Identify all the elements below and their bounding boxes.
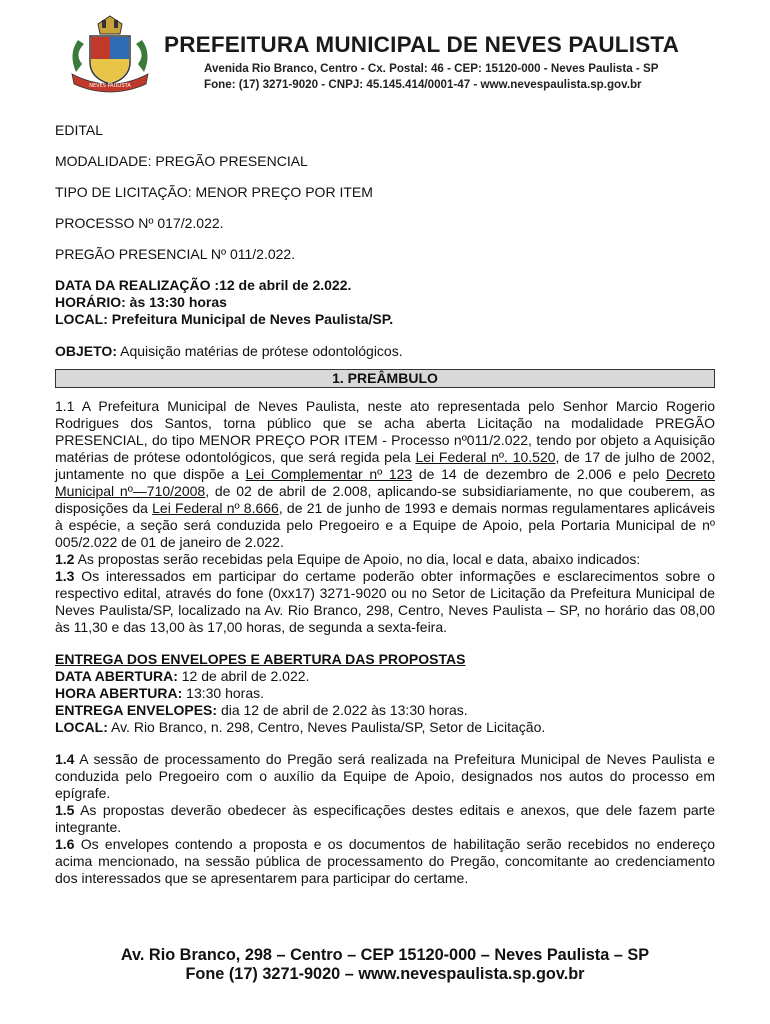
paragraph-1-3: 1.3 Os interessados em participar do certame poderão obter informações e esclarecimentos sobre o respectivo edital, através do fone (0xx17) 3271-9020 ou no Setor de Licitação da Prefeitura Municipal de Neves Paulista/SP, localizado na Av. Rio Branco, 298, Centro, Neves Paulista – SP, no horário das 08,00 às 11,30 e das 13,00 às 17,00 horas, de segunda a sexta-feira. bbox=[55, 568, 715, 635]
local: LOCAL: Prefeitura Municipal de Neves Paulista/SP. bbox=[55, 311, 394, 327]
entrega-heading: ENTREGA DOS ENVELOPES E ABERTURA DAS PROPOSTAS bbox=[55, 651, 466, 667]
data-realizacao: DATA DA REALIZAÇÃO :12 de abril de 2.022. bbox=[55, 277, 352, 293]
header-contact: Fone: (17) 3271-9020 - CNPJ: 45.145.414/0001-47 - www.nevespaulista.sp.gov.br bbox=[204, 78, 642, 91]
paragraph-1-2: 1.2 As propostas serão recebidas pela Equipe de Apoio, no dia, local e data, abaixo indicados: bbox=[55, 551, 641, 567]
paragraph-1-5: 1.5 As propostas deverão obedecer às especificações destes editais e anexos, que dele fazem parte integrante. bbox=[55, 802, 715, 835]
footer-address: Av. Rio Branco, 298 – Centro – CEP 15120-000 – Neves Paulista – SP bbox=[120, 946, 650, 964]
lei-123-link: Lei Complementar nº 123 bbox=[245, 466, 413, 482]
data-abertura: DATA ABERTURA: 12 de abril de 2.022. bbox=[55, 668, 310, 684]
processo-number: PROCESSO Nº 017/2.022. bbox=[55, 215, 224, 231]
entrega-envelopes: ENTREGA ENVELOPES: dia 12 de abril de 2.022 às 13:30 horas. bbox=[55, 702, 468, 718]
paragraph-1-6: 1.6 Os envelopes contendo a proposta e os documentos de habilitação serão recebidos no endereço acima mencionado, na sessão pública de processamento do Pregão, concomitante ao credenciamento dos interessados que se apresentarem para participar do certame. bbox=[55, 836, 715, 886]
pregao-number: PREGÃO PRESENCIAL Nº 011/2.022. bbox=[55, 246, 296, 262]
hora-abertura: HORA ABERTURA: 13:30 horas. bbox=[55, 685, 265, 701]
footer-contact: Fone (17) 3271-9020 – www.nevespaulista.sp.gov.br bbox=[185, 965, 585, 983]
municipal-crest-icon bbox=[62, 14, 158, 98]
tipo-licitacao: TIPO DE LICITAÇÃO: MENOR PREÇO POR ITEM bbox=[55, 184, 373, 200]
edital-label: EDITAL bbox=[55, 122, 103, 138]
header-address: Avenida Rio Branco, Centro - Cx. Postal: 46 - CEP: 15120-000 - Neves Paulista - SP bbox=[204, 62, 659, 75]
paragraph-1-4: 1.4 A sessão de processamento do Pregão será realizada na Prefeitura Municipal de Neves Paulista e conduzida pelo Pregoeiro com o auxílio da Equipe de Apoio, designados nos autos do processo em epígrafe. bbox=[55, 751, 715, 801]
header-title: PREFEITURA MUNICIPAL DE NEVES PAULISTA bbox=[164, 32, 680, 57]
letterhead bbox=[62, 14, 752, 98]
lei-8666-link: Lei Federal nº 8.666 bbox=[152, 500, 279, 516]
decreto-710-link: Decreto Municipal nº—710/2008 bbox=[55, 466, 715, 499]
document-body bbox=[55, 122, 715, 887]
local-entrega: LOCAL: Av. Rio Branco, n. 298, Centro, Neves Paulista/SP, Setor de Licitação. bbox=[55, 719, 546, 735]
horario: HORÁRIO: às 13:30 horas bbox=[55, 294, 227, 310]
realizacao-block bbox=[55, 277, 715, 328]
objeto: OBJETO: Aquisição matérias de prótese odontológicos. bbox=[55, 343, 403, 359]
lei-10520-link: Lei Federal nº. 10.520 bbox=[415, 449, 556, 465]
paragraph-1-1: 1.1 A Prefeitura Municipal de Neves Paulista, neste ato representada pelo Senhor Marcio Rogerio Rodrigues dos Santos, torna público que se acha aberta Licitação na modalidade PREGÃO PRESENCIAL, do tipo MENOR PREÇO POR ITEM - Processo nº011/2.022, tendo por objeto a Aquisição matérias de prótese odontológicos, que será regida pela Lei Federal nº. 10.520, de 17 de julho de 2002, juntamente no que dispõe a Lei Complementar nº 123 de 14 de dezembro de 2.006 e pelo Decreto Municipal nº—710/2008, de 02 de abril de 2.008, aplicando-se subsidiariamente, no que couberem, as disposições da Lei Federal nº 8.666, de 21 de junho de 1993 e demais normas regulamentares aplicáveis à espécie, a seção será conduzida pelo Pregoeiro e a Equipe de Apoio, pela Portaria Municipal de nº 005/2.022 de 01 de janeiro de 2.022. bbox=[55, 398, 715, 550]
section-title-preambulo: 1. PREÂMBULO bbox=[55, 369, 715, 388]
svg-text:NEVES PAULISTA: NEVES PAULISTA bbox=[89, 83, 131, 89]
modalidade: MODALIDADE: PREGÃO PRESENCIAL bbox=[55, 153, 308, 169]
entrega-block bbox=[55, 651, 715, 736]
